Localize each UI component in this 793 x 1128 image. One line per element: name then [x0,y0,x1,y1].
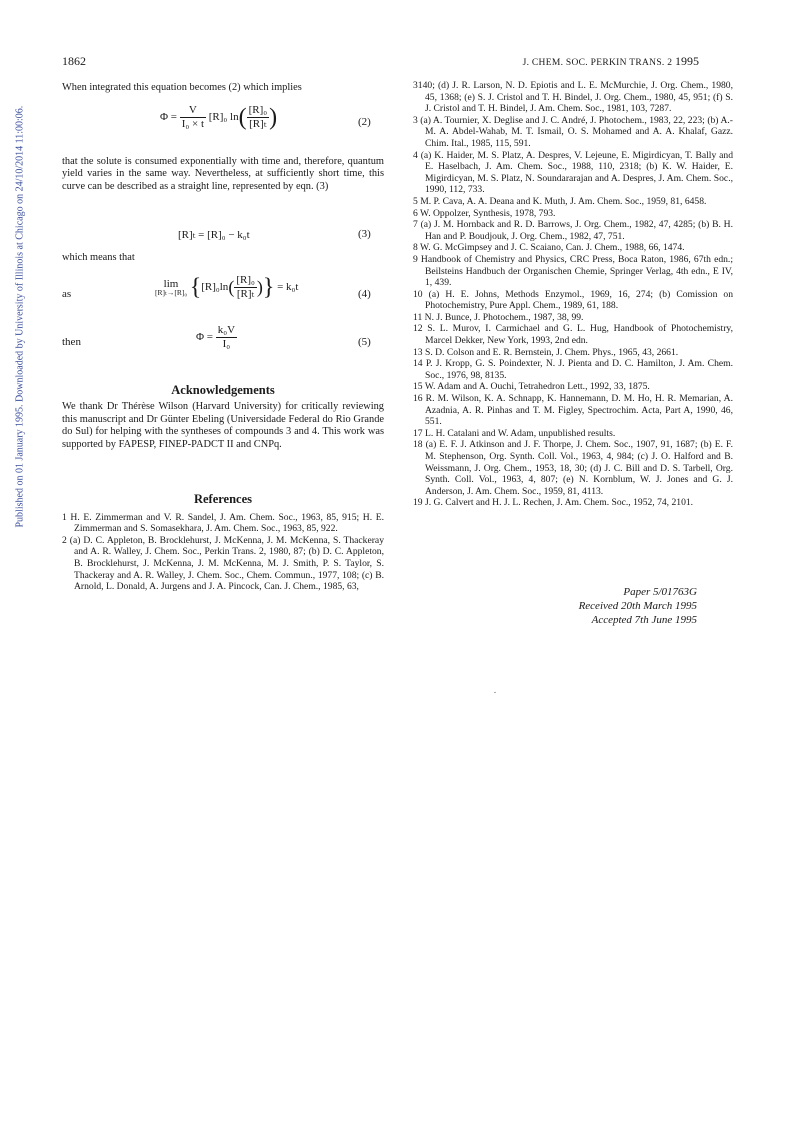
divider-mark [494,692,496,693]
equation-5-then: then [62,336,81,348]
acknowledgements-text: We thank Dr Thérèse Wilson (Harvard University) for critically reviewing this manuscript and Dr Günter Ebeling (Universidade Federal do Rio Grande do Sul) for helping with the syntheses of compounds 3 and 4. This work was supported by FAPESP, FINEP-PADCT II and CNPq. [62,401,384,450]
journal-header [523,54,699,69]
equation-4: lim [R]ₜ→[R]₀ {[R]₀ln( $\frac{\text{[R]₀}}{\text{[R]ₜ}}$ )} = k₀t [155,274,299,301]
reference-item: 7 (a) J. M. Hornback and R. D. Barrows, J. Org. Chem., 1982, 47, 4285; (b) B. H. Han and P. Boudjouk, J. Org. Chem., 1982, 47, 751. [413,219,733,242]
means-text: which means that [62,252,135,263]
accepted-date: Accepted 7th June 1995 [591,614,697,626]
reference-item: 18 (a) E. F. J. Atkinson and J. F. Thorpe, J. Chem. Soc., 1907, 91, 1687; (b) E. F. M. Stephenson, Org. Synth. Coll. Vol., 1963, 4, 984; (c) J. O. Halford and B. Weissmann, J. Org. Chem., 1953, 18, 30; (d) J. C. Bill and D. S. Tarbell, Org. Synth. Coll. Vol., 1963, 4, 807; (e) N. Kornblum, W. J. Jones and G. J. Anderson, J. Am. Chem. Soc., 1959, 81, 4113. [413,439,733,497]
reference-item: 8 W. G. McGimpsey and J. C. Scaiano, Can. J. Chem., 1988, 66, 1474. [413,242,685,254]
reference-item: 10 (a) H. E. Johns, Methods Enzymol., 1969, 16, 274; (b) Comission on Photochemistry, Pure Appl. Chem., 1989, 61, 188. [413,288,733,312]
references-left [62,494,384,593]
reference-item: 4 (a) K. Haider, M. S. Platz, A. Despres, V. Lejeune, E. Migirdicyan, T. Bally and E. Haselbach, J. Am. Chem. Soc., 1988, 110, 2318; (b) K. W. Haider, E. Migirdicyan, M. S. Platz, N. Soundararajan and A. Despres, J. Am. Chem. Soc., 1990, 112, 733. [413,149,733,196]
reference-item: 19 J. G. Calvert and H. J. L. Rechen, J. Am. Chem. Soc., 1952, 74, 2101. [413,497,694,509]
reference-item: 16 R. M. Wilson, K. A. Schnapp, K. Hannemann, D. M. Ho, H. R. Memarian, A. Azadnia, A. R. Pinhas and T. M. Figley, Spectrochim. Acta, Part A, 1990, 46, 551. [413,393,733,428]
references-heading: References [193,492,253,506]
journal-name: J. CHEM. SOC. PERKIN TRANS. 2 [522,58,673,68]
reference-item: 13 S. D. Colson and E. R. Bernstein, J. Chem. Phys., 1965, 43, 2661. [413,346,679,358]
reference-item: 12 S. L. Murov, I. Carmichael and G. L. Hug, Handbook of Photochemistry, Marcel Dekker, New York, 1993, 2nd edn. [413,323,733,347]
equation-3-number: (3) [358,228,371,240]
reference-item: 3 (a) A. Tournier, X. Deglise and J. C. André, J. Photochem., 1983, 22, 223; (b) A.-M. A. Abdel-Wahab, M. T. Ismail, O. S. Mohamed and A. A. Khalaf, Gazz. Chim. Ital., 1985, 115, 591. [413,114,733,149]
reference-item: 17 L. H. Catalani and W. Adam, unpublished results. [413,427,616,439]
equation-2-number: (2) [358,116,371,128]
intro-text: When integrated this equation becomes (2) which implies [62,82,302,93]
references-right [413,80,733,509]
equation-4-as: as [62,288,72,300]
download-watermark: Published on 01 January 1995. Downloaded by University of Illinois at Chicago on 24/10/2014 11:00:06. [14,105,26,528]
reference-item: 2 (a) D. C. Appleton, B. Brocklehurst, J. McKenna, J. M. McKenna, S. Thackeray and A. R. Walley, J. Chem. Soc., Perkin Trans. 2, 1980, 87; (b) D. C. Appleton, B. Brocklehurst, J. McKenna, J. M. McKenna, M. J. Smith, P. S. Taylor, S. Thackeray and A. R. Walley, J. Chem. Soc., Chem. Commun., 1977, 108; (c) B. Arnold, L. Donald, A. Jurgens and J. A. Pincock, Can. J. Chem., 1985, 63, [62,534,384,593]
reference-item: 3140; (d) J. R. Larson, N. D. Epiotis and L. E. McMurchie, J. Org. Chem., 1980, 45, 1368; (e) S. J. Cristol and T. H. Bindel, J. Org. Chem., 1980, 45, 951; (f) S. J. Cristol and T. H. Bindel, J. Am. Chem. Soc., 1981, 103, 7287. [413,80,733,115]
equation-5-number: (5) [358,336,371,348]
equation-4-number: (4) [358,288,371,300]
paper-id: Paper 5/01763G [623,586,697,598]
reference-item: 15 W. Adam and A. Ouchi, Tetrahedron Lett., 1992, 33, 1875. [413,381,650,393]
equation-3: [R]ₜ = [R]₀ − k₀t [178,229,250,241]
reference-item: 5 M. P. Cava, A. A. Deana and K. Muth, J. Am. Chem. Soc., 1959, 81, 6458. [413,195,707,207]
page-number: 1862 [62,54,86,68]
paragraph-1: that the solute is consumed exponentially with time and, therefore, quantum yield varies in the same way. Nevertheless, at sufficiently short time, this curve can be described as a straight line, represented by eqn. (3) [62,156,384,192]
received-date: Received 20th March 1995 [578,600,697,612]
reference-item: 6 W. Oppolzer, Synthesis, 1978, 793. [413,207,556,219]
acknowledgements-section [62,384,384,451]
acknowledgements-heading: Acknowledgements [171,383,275,397]
reference-item: 11 N. J. Bunce, J. Photochem., 1987, 38, 99. [413,311,584,323]
reference-item: 14 P. J. Kropp, G. S. Poindexter, N. J. Pienta and D. C. Hamilton, J. Am. Chem. Soc., 1976, 98, 8135. [413,358,733,381]
reference-item: 9 Handbook of Chemistry and Physics, CRC Press, Boca Raton, 1986, 67th edn.; Beilsteins Handbuch der Organischen Chemie, Springer Verlag, 4th edn., E IV, 1, 439. [413,253,733,289]
journal-year: 1995 [675,54,699,68]
reference-item: 1 H. E. Zimmerman and V. R. Sandel, J. Am. Chem. Soc., 1963, 85, 915; H. E. Zimmerman and S. Somasekhara, J. Am. Chem. Soc., 1963, 85, 922. [62,511,384,535]
equation-2: Φ = $\frac{V}{\text{I₀ × t}}$ [R]₀ ln( $\frac{\text{[R]₀}}{\text{[R]ₜ}}$ ) [160,104,278,131]
equation-5: Φ = $\frac{\text{k₀V}}{\text{I₀}}$ [196,324,236,350]
